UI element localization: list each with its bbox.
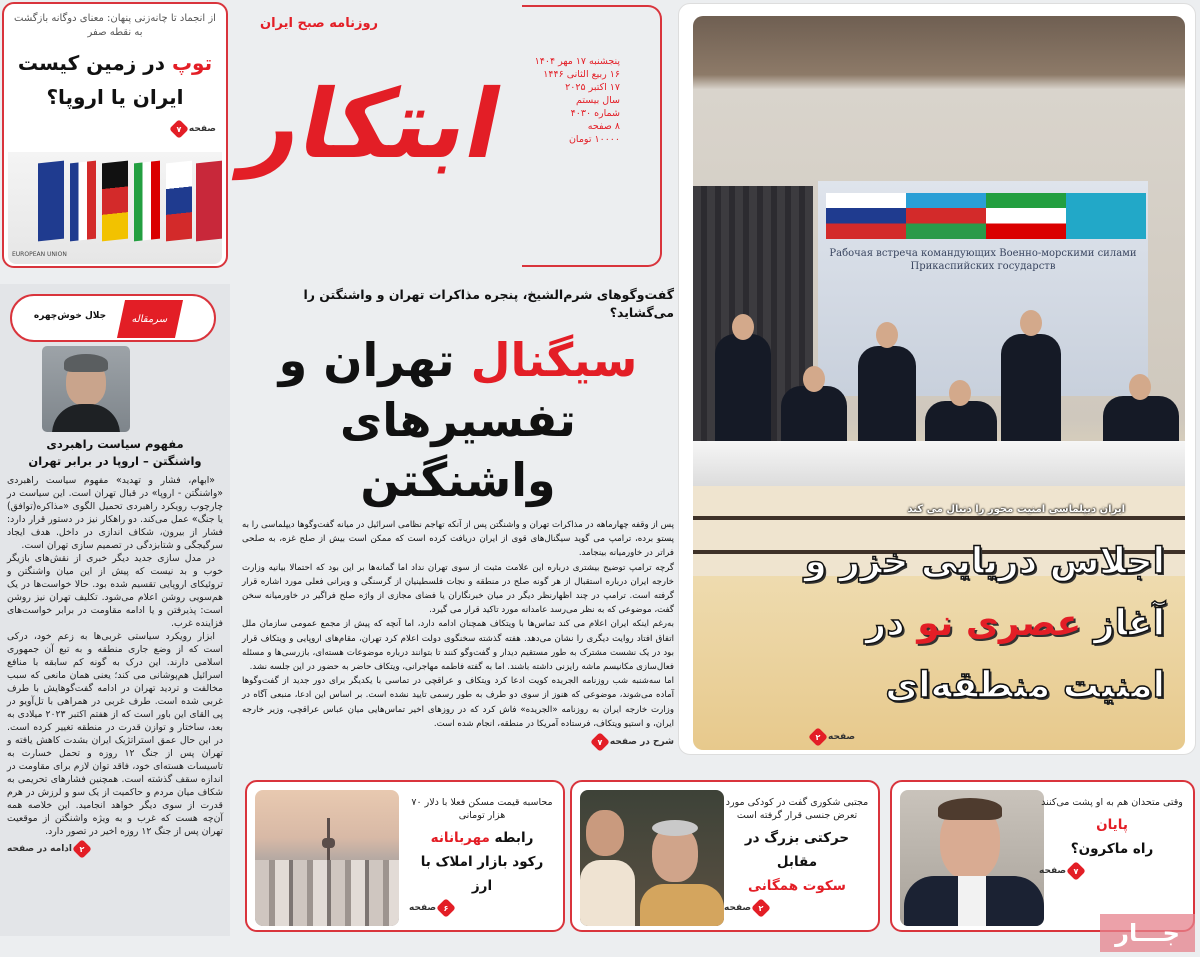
continue-reference[interactable] [242, 735, 674, 749]
page-reference[interactable] [724, 901, 870, 915]
page-label: صفحه [188, 124, 216, 134]
newspaper-tagline: روزنامه صبح ایران [260, 16, 379, 31]
page-number-badge: ۷ [169, 119, 189, 139]
headline-line2: تفسیرهای واشنگتن [340, 393, 576, 507]
tehran-skyline-image [255, 790, 399, 926]
page-label: صفحه [828, 732, 856, 742]
flags-image [8, 152, 222, 264]
continue-reference[interactable] [7, 842, 223, 856]
page-reference[interactable] [811, 730, 855, 744]
macron-photo [900, 790, 1044, 926]
paragraph: «ابهام، فشار و تهدید» مفهوم سیاست راهبردی «واشنگتن - اروپا» در قبال تهران است. این سیاست در چارچوب رویکرد راهبردی تحمیل الگوی «مذاکره(توافق) یا جنگ» عمل می‌کند. دو راهکار نیز در دستور قرار دارد: فشار از بیرون، شکاف اندازی در داخل. هدف ایجاد سرگیجگی و شتابزدگی در تصمیم سازی تهران است. [7, 475, 223, 551]
photo-story-kicker: ایران دیپلماسی امنیت محور را دنبال می کند [907, 504, 1125, 515]
top-teaser-headline [8, 46, 222, 114]
newspaper-logo: ابتکار [235, 70, 512, 180]
france-flag [70, 161, 96, 242]
teaser-headline: پایان راه ماکرون؟ [1070, 817, 1154, 857]
teaser-housing[interactable] [245, 780, 565, 932]
russia-flag [166, 161, 192, 242]
paragraph: در مدل سازی جدید دیگر خبری از نقش‌های بازیگر خوب و بد نیست که پیش از این میان واشنگتن و تروئیکای اروپایی تقسیم شده بود. حالا خواست‌ها در یک هم‌سویی روشن اعلام می‌شود. تکلیف تهران نیز روشن است: پذیرفتن و یا ادامه مقاومت در برابر خواست‌های فزاینده غرب. [7, 553, 223, 629]
editorial-title-line1: مفهوم سیاست راهبردی [46, 437, 184, 451]
editorial-title-line2: واشنگتن – اروپا در برابر تهران [28, 454, 202, 468]
paragraph: ابزار رویکرد سیاستی غربی‌ها به زعم خود، درکی است که از وضع جاری منطقه و به تبع آن جمهوری اسلامی دارند. این درک به گونه کم سابقه با منافع اسرائیل هم‌پوشانی می کند؛ یعنی همان مانعی که سبب مخالفت و تردید تهران در ادامه گفت‌گوهایش با طرف غربی شده است. طرف غربی در همراهی با تل‌آویو در پی القای این باور است که از هفتم اکتبر ۲۰۲۳ میلادی به بعد، ساختار و توازن قدرت در منطقه تغییر کرده است. در این حال عمق استراتژیک ایران بشدت کاهش یافته و تهران پس از جنگ ۱۲ روزه و تحمل خسارت به تاسیسات هسته‌ای خود، فاقد توان لازم برای مقاومت در اندازه سقف گذشته است. همچنین فشارهای تحریمی به شکاف میان مردم و حاکمیت از یک سو و لرزش در هرم قدرت از سوی دیگر خواهد انجامید. این خلاصه همه آن‌چه هست که غرب و به ویژه واشنگتن از موقعیت تهران پس از جنگ ۱۲ روزه اخیر در تصور دارد. [7, 631, 223, 837]
headline-line3: امنیت منطقه‌ای [885, 665, 1165, 706]
author-photo [42, 346, 130, 432]
officer [781, 386, 847, 446]
teaser-shakouri[interactable] [570, 780, 880, 932]
page-label: صفحه [1039, 866, 1067, 876]
conference-table [693, 441, 1185, 491]
iran-flag [134, 161, 160, 242]
price: ۱۰۰۰۰ تومان [568, 134, 620, 145]
editorial-author: جلال خوش‌چهره [33, 311, 107, 321]
gregorian-date: ۱۷ اکتبر ۲۰۲۵ [565, 82, 620, 93]
page-label: صفحه [409, 903, 437, 913]
headline-line1: اجلاس دریایی خزر و [804, 541, 1165, 582]
page-label: صفحه [724, 903, 752, 913]
continue-label: شرح در صفحه [609, 737, 674, 748]
page-count: ۸ صفحه [587, 121, 620, 132]
officer [858, 346, 916, 446]
photo-story-box[interactable] [678, 3, 1196, 755]
headline-red-word: توپ [171, 51, 213, 75]
page-number-badge: ۲ [72, 839, 92, 859]
teaser-kicker: وقتی متحدان هم به او پشت می‌کنند [1041, 797, 1183, 808]
watermark: جـــار [1100, 914, 1195, 952]
image-caption: EUROPEAN UNION [12, 251, 67, 258]
top-teaser-box[interactable] [2, 2, 228, 268]
teaser-headline: رابطه مهربانانه رکود بازار املاک با ارز [420, 830, 544, 894]
page-number-badge: ۶ [436, 898, 456, 918]
editorial-column [0, 284, 230, 936]
editorial-title[interactable] [7, 436, 223, 470]
germany-flag [102, 161, 128, 242]
teaser-macron[interactable] [890, 780, 1195, 932]
issue-info [535, 55, 620, 146]
paragraph: گرچه ترامپ توضیح بیشتری درباره این علامت مثبت از سوی تهران نداد اما گمانه‌ها بر این بود که احتمالا بیانیه وزارت خارجه ایران درباره استقبال از هر گونه صلح در منطقه و نجات فلسطینیان از گرسنگی و ویرانی فعلی مورد اشاره قرار گرفته است. ترامپ در چند اظهارنظر دیگر در میان خبرنگاران یا فضای مجازی از واژه صلح فراگیر در خاورمیانه سخن گفت، موضوعی که به نظر می‌رسد عامدانه مورد تاکید قرار می گیرد. [242, 562, 674, 616]
iran-flag [986, 193, 1066, 239]
main-body [242, 518, 674, 731]
uk-flag [196, 161, 222, 242]
page-number-badge: ۷ [590, 732, 610, 752]
eu-flag [38, 161, 64, 242]
paragraph: پس از وقفه چهارماهه در مذاکرات تهران و واشنگتن پس از آنکه تهاجم نظامی اسرائیل در میانه گفت‌وگوها دیپلماسی را به پستو برده، ترامپ می گوید سیگنال‌های قوی از ایران دریافت کرده است که ممکن است بیش از صلح غزه، به صلحی فراتر در خاورمیانه بینجامد. [242, 520, 674, 559]
masthead [235, 0, 670, 270]
teaser-kicker: مجتبی شکوری گفت در کودکی مورد تعرض جنسی قرار گرفته است [725, 797, 869, 821]
page-reference[interactable] [172, 122, 216, 136]
kazakhstan-flag [1066, 193, 1146, 239]
main-headline[interactable] [242, 330, 674, 510]
issue-number: شماره ۴۰۳۰ [570, 108, 620, 119]
top-teaser-kicker: از انجماد تا چانه‌زنی پنهان: معنای دوگانه بازگشت به نقطه صفر [14, 13, 216, 38]
page-number-badge: ۲ [751, 898, 771, 918]
page-number-badge: ۷ [1066, 861, 1086, 881]
headline-line2: ایران یا اروپا؟ [46, 85, 184, 109]
main-story [242, 282, 674, 749]
photo-story-headline: اجلاس دریایی خزر و آغاز عصری نو در امنیت منطقه‌ای [703, 531, 1165, 717]
weekday-date: پنجشنبه ۱۷ مهر ۱۴۰۴ [534, 56, 620, 67]
headline-red-word: سیگنال [470, 333, 638, 387]
page-reference[interactable] [409, 901, 555, 915]
officer [715, 334, 771, 444]
officer [925, 401, 997, 446]
two-men-photo [580, 790, 724, 926]
screen-banner-text: Рабочая встреча командующих Военно-морскими силами Прикаспийских государств [829, 248, 1137, 272]
continue-label: ادامه در صفحه [7, 844, 73, 854]
paragraph: اما سه‌شنبه شب روزنامه الجریده کویت ادعا کرد ویتکاف و عراقچی در تماسی با یکدیگر برای دور جدید از گفت‌وگوها آماده می‌شوند، موضوعی که هنوز از سوی دو طرف به طور رسمی تایید نشده است. بر اساس این ادعا، منبعی آگاه در وزارت خارجه ایران به روزنامه «الجریده» فاش کرد که در روزهای اخیر تماس‌هایی میان عباس عراقچی، وزیر خارجه ایران، و استیو ویتکاف، فرستاده آمریکا در منطقه، انجام شده است. [242, 676, 674, 729]
main-kicker: گفت‌وگوهای شرم‌الشیخ، پنجره مذاکرات تهران و واشنگتن را می‌گشاید؟ [303, 287, 674, 320]
headline-red-words: عصری نو [917, 603, 1082, 644]
headline-rest: تهران و [278, 333, 471, 387]
editorial-body [7, 474, 223, 838]
headline-rest: در زمین کیست [17, 51, 172, 75]
page-reference[interactable] [1039, 864, 1185, 878]
officer [1103, 396, 1179, 446]
hijri-date: ۱۶ ربیع الثانی ۱۴۴۶ [543, 69, 620, 80]
teaser-headline: حرکتی بزرگ در مقابل سکوت همگانی [744, 830, 850, 894]
editorial-label: سرمقاله [117, 300, 183, 338]
editorial-header [10, 294, 216, 342]
russia-flag [826, 193, 906, 239]
azerbaijan-flag [906, 193, 986, 239]
officer [1001, 334, 1061, 446]
caspian-meeting-photo [693, 16, 1185, 750]
paragraph: به‌رغم اینکه ایران اعلام می کند تماس‌ها با ویتکاف همچنان ادامه دارد، اما آنچه که پیش از مجمع عمومی سازمان ملل اتفاق افتاد روایت دیگری را نشان می‌دهد. هفته گذشته سخنگوی دولت اعلام کرد تهران، مقام‌های اروپایی و ویتکاف قرار بود در یک نشست مشترک به طور مستقیم دیدار و گفت‌وگو کنند تا بتوانند درباره موضوعات هسته‌ای، بازرسی‌ها و مسئله فعال‌سازی مکانیسم ماشه رایزنی داشته باشند. اما به گفته فاطمه مهاجرانی، ویتکاف حاضر به حضور در این جلسه نشد. [242, 619, 674, 673]
year: سال بیستم [576, 95, 620, 106]
teaser-kicker: محاسبه قیمت مسکن فعلا با دلار ۷۰ هزار تومانی [411, 797, 553, 821]
page-number-badge: ۲ [808, 727, 828, 747]
